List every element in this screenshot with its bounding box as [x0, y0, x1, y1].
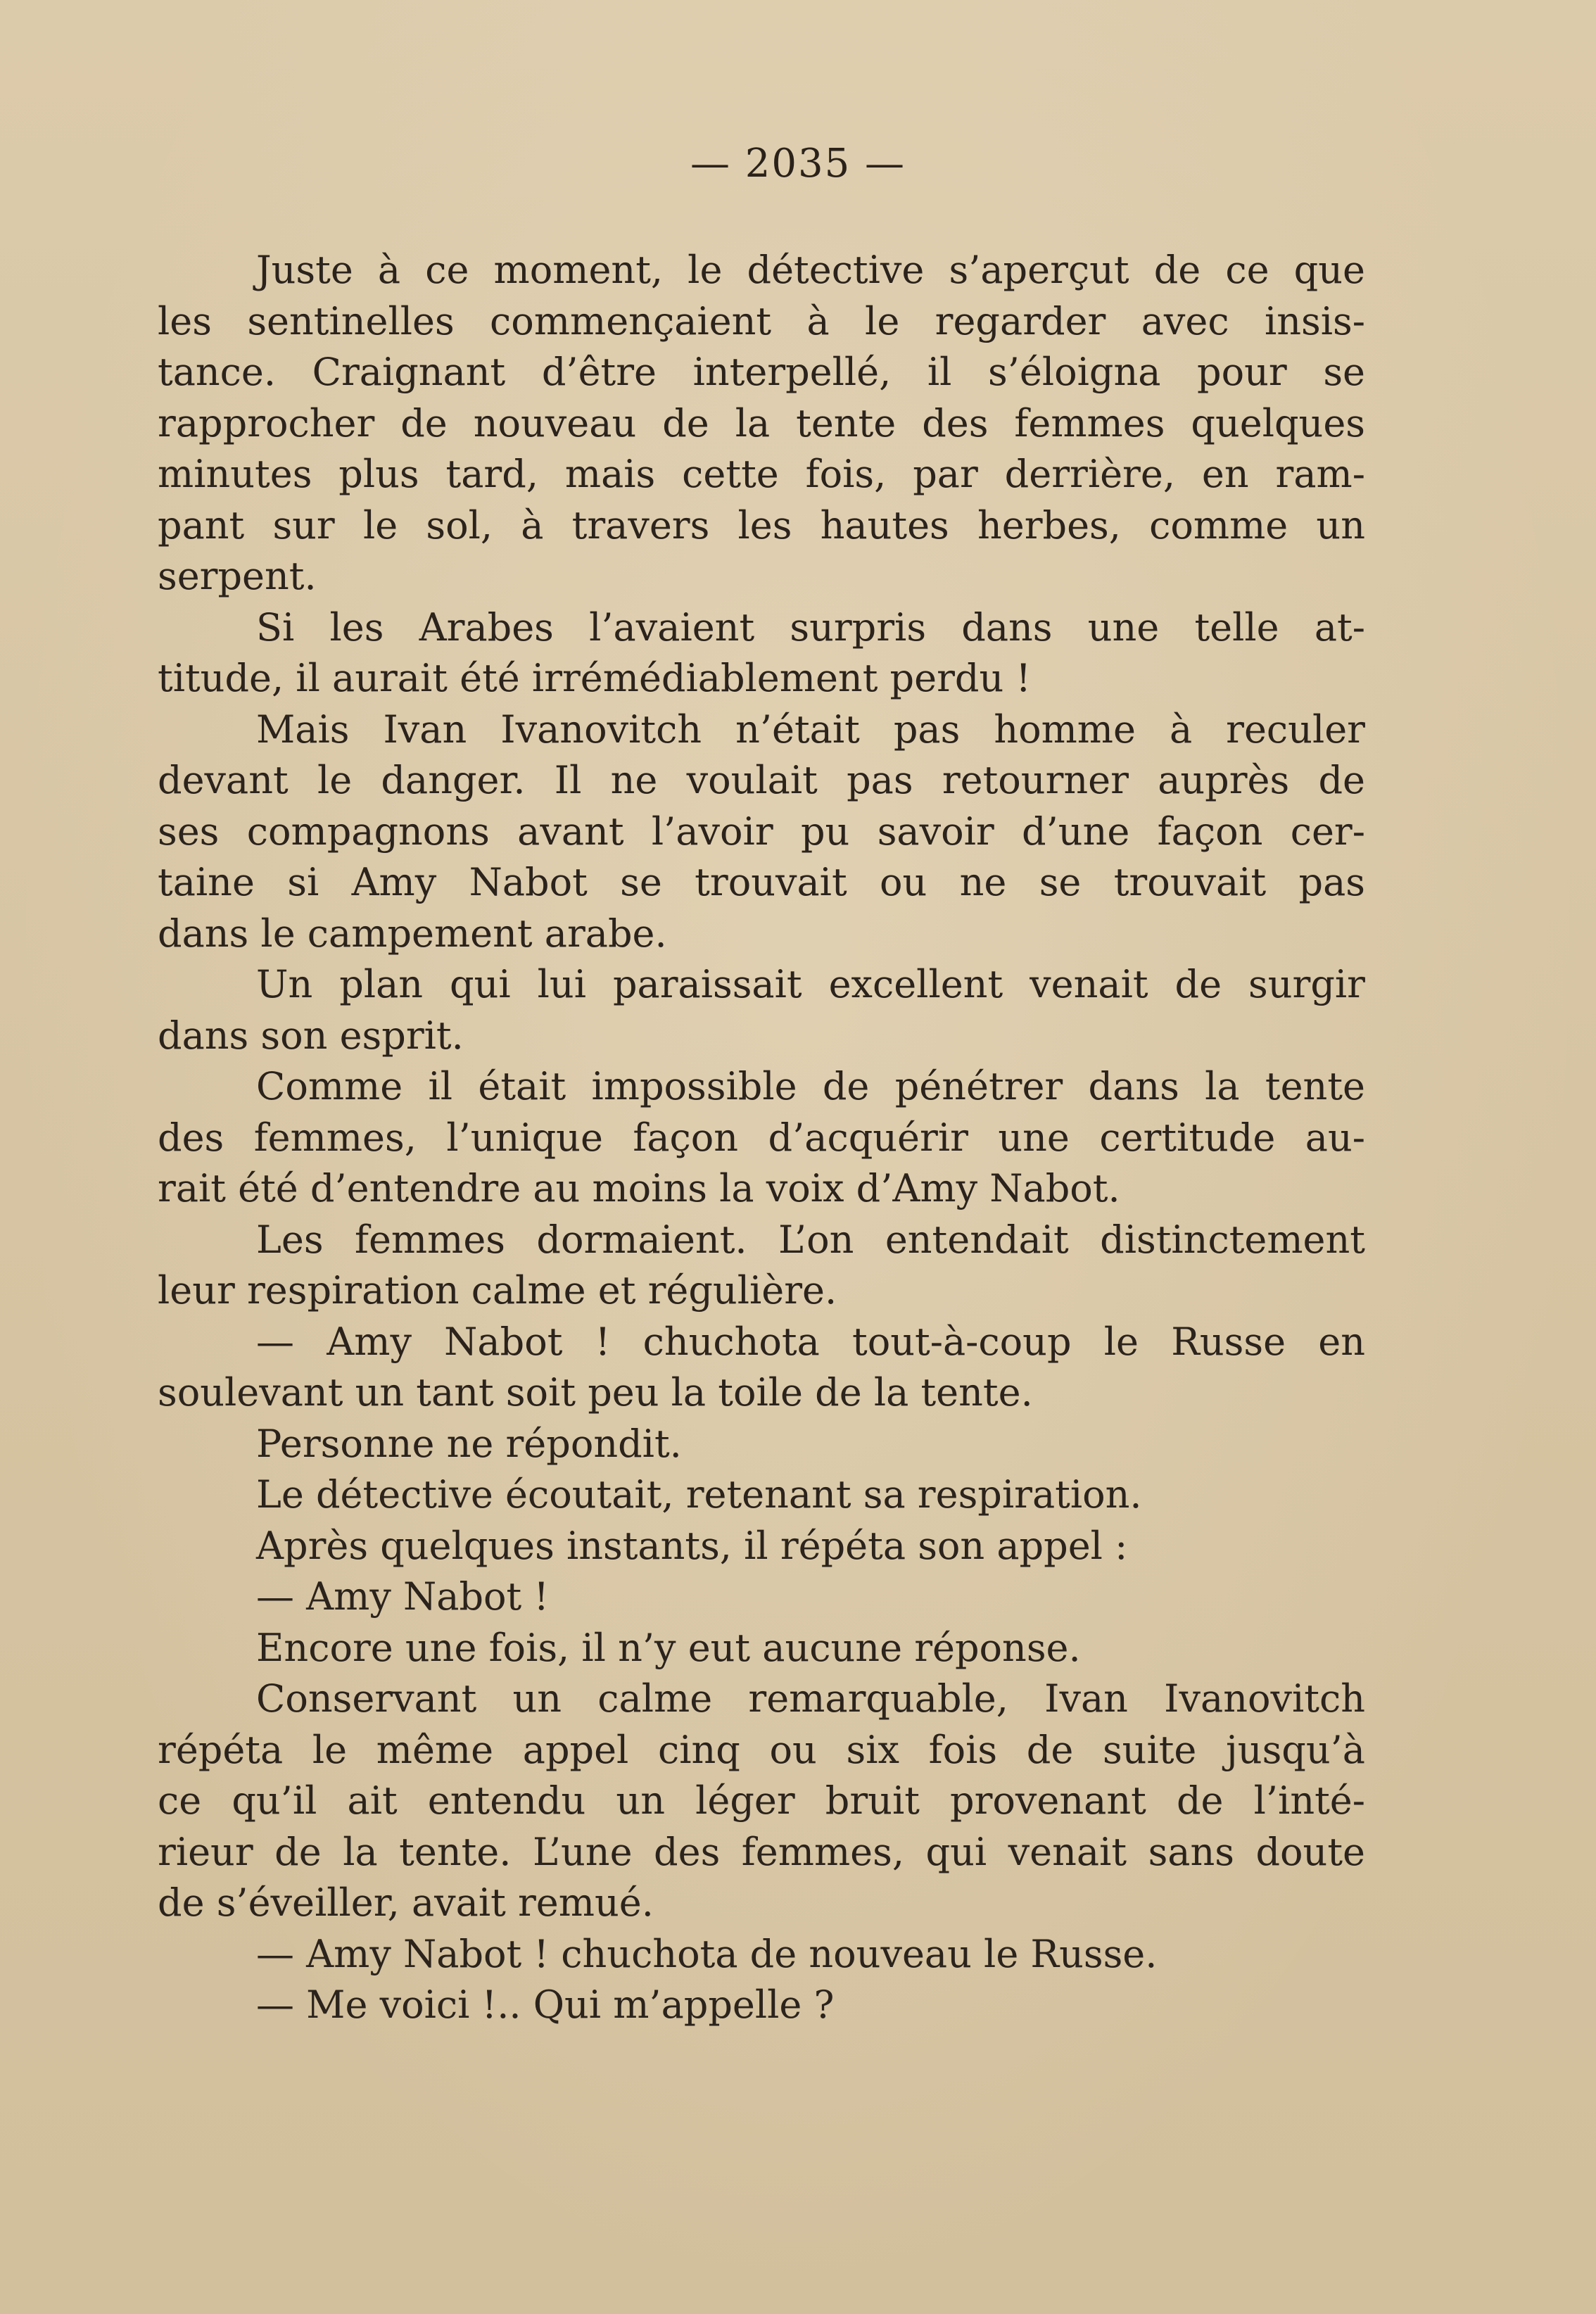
text-line: rapprocher de nouveau de la tente des femmes quelques	[158, 400, 1365, 445]
text-line: des femmes, l’unique façon d’acquérir une certitude au-	[158, 1115, 1365, 1160]
text-line: ce qu’il ait entendu un léger bruit provenant de l’inté-	[158, 1778, 1365, 1823]
text-line: — Me voici !.. Qui m’appelle ?	[256, 1983, 835, 2027]
text-line: Un plan qui lui paraissait excellent venait de surgir	[256, 962, 1365, 1006]
text-line: dans son esprit.	[158, 1013, 464, 1058]
text-line: serpent.	[158, 554, 317, 598]
text-line: Personne ne répondit.	[256, 1421, 682, 1466]
text-line: Encore une fois, il n’y eut aucune réponse.	[256, 1625, 1081, 1670]
text-line: Comme il était impossible de pénétrer dans la tente	[256, 1064, 1365, 1108]
text-line: Le détective écoutait, retenant sa respiration.	[256, 1472, 1142, 1517]
text-line: rait été d’entendre au moins la voix d’Amy Nabot.	[158, 1166, 1120, 1210]
text-line: Juste à ce moment, le détective s’aperçut de ce que	[256, 248, 1365, 292]
body-text	[158, 245, 1365, 2031]
text-line: tance. Craignant d’être interpellé, il s’éloigna pour se	[158, 350, 1365, 394]
page-number: — 2035 —	[690, 141, 906, 186]
text-line: dans le campement arabe.	[158, 911, 667, 956]
text-line: minutes plus tard, mais cette fois, par derrière, en ram-	[158, 452, 1365, 496]
text-line: les sentinelles commençaient à le regarder avec insis-	[158, 298, 1365, 343]
text-line: Après quelques instants, il répéta son appel :	[256, 1523, 1128, 1568]
text-line: ses compagnons avant l’avoir pu savoir d’une façon cer-	[158, 809, 1365, 854]
text-line: leur respiration calme et régulière.	[158, 1268, 837, 1313]
text-line: — Amy Nabot !	[256, 1574, 550, 1619]
text-line: — Amy Nabot ! chuchota de nouveau le Russe.	[256, 1931, 1158, 1976]
text-line: — Amy Nabot ! chuchota tout-à-coup le Russe en	[256, 1319, 1365, 1364]
text-line: Mais Ivan Ivanovitch n’était pas homme à reculer	[256, 707, 1365, 752]
text-line: Les femmes dormaient. L’on entendait distinctement	[256, 1217, 1365, 1262]
text-line: devant le danger. Il ne voulait pas retourner auprès de	[158, 758, 1365, 802]
text-line: taine si Amy Nabot se trouvait ou ne se trouvait pas	[158, 860, 1365, 904]
text-line: Si les Arabes l’avaient surpris dans une telle at-	[256, 605, 1365, 650]
text-line: pant sur le sol, à travers les hautes herbes, comme un	[158, 502, 1365, 548]
text-line: de s’éveiller, avait remué.	[158, 1880, 654, 1925]
text-line: titude, il aurait été irrémédiablement perdu !	[158, 656, 1032, 700]
text-line: soulevant un tant soit peu la toile de la tente.	[158, 1370, 1033, 1415]
text-line: Conservant un calme remarquable, Ivan Ivanovitch	[256, 1676, 1365, 1721]
text-line: répéta le même appel cinq ou six fois de suite jusqu’à	[158, 1727, 1365, 1772]
text-line: rieur de la tente. L’une des femmes, qui venait sans doute	[158, 1829, 1365, 1874]
